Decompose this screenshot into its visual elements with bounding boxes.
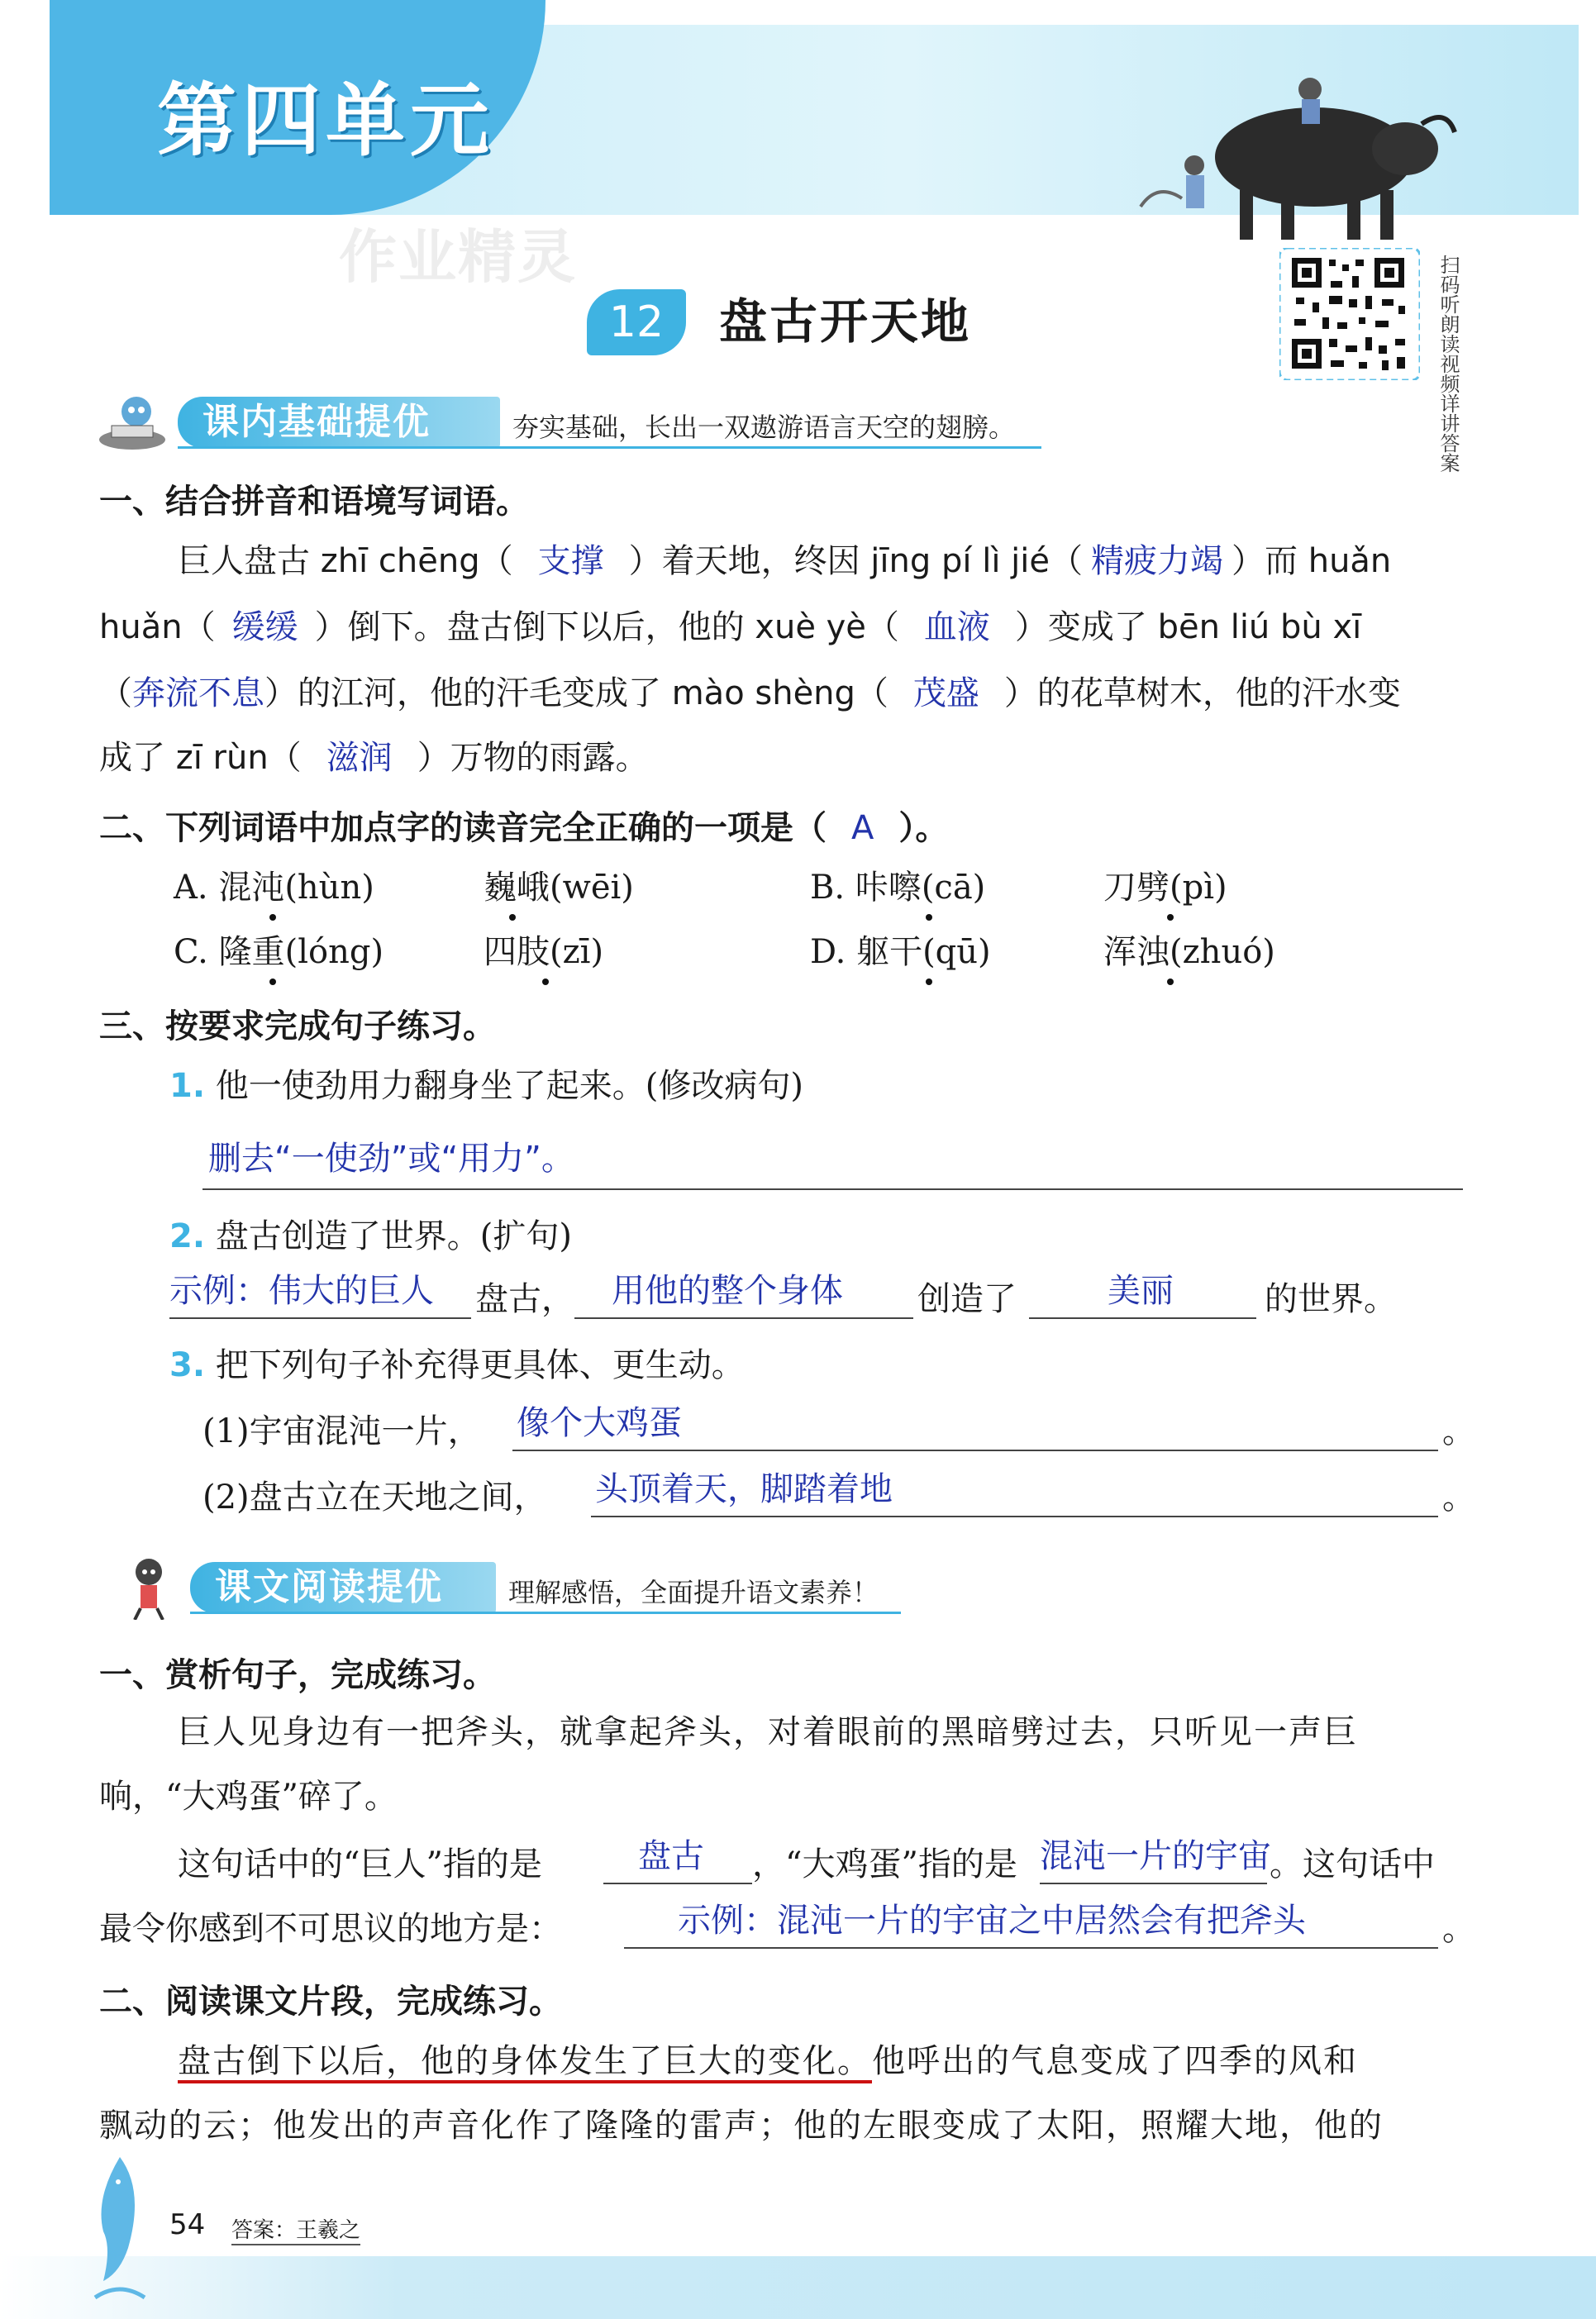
s1-q3-item3b: (2)盘古立在天地之间， xyxy=(202,1479,547,1517)
emphasis-dot xyxy=(542,979,549,985)
section2-subtitle: 理解感悟，全面提升语文素养！ xyxy=(508,1577,879,1608)
s2-q1-prompt-b: ，“大鸡蛋”指的是 xyxy=(752,1845,1017,1883)
s1-q1-line3 xyxy=(99,674,1401,713)
option-c2: 四肢(zī) xyxy=(484,933,604,971)
watermark: 作业精灵 xyxy=(339,223,577,291)
s1-q3-item3a: (1)宇宙混沌一片， xyxy=(202,1412,481,1450)
text: ）而 huǎn xyxy=(1232,542,1392,580)
text: ）倒下。盘古倒下以后，他的 xuè yè（ xyxy=(314,608,899,646)
text: ）着天地，终因 jīng pí lì jié（ xyxy=(628,542,1083,580)
footer-credit: 答案：王羲之 xyxy=(231,2213,360,2245)
item-number: 2. xyxy=(169,1217,206,1255)
qr-code[interactable] xyxy=(1279,248,1420,380)
s2-q1-prompt-c: 。这句话中 xyxy=(1270,1845,1435,1883)
s2-q1-answer3: 示例：混沌一片的宇宙之中居然会有把斧头 xyxy=(678,1902,1306,1940)
answer-line xyxy=(202,1187,1463,1190)
s1-q1-line2 xyxy=(99,607,1361,647)
section2-banner: 课文阅读提优 xyxy=(190,1562,496,1613)
s1-q1-line1 xyxy=(178,541,1391,581)
answer-line xyxy=(1029,1316,1256,1319)
emphasis-dot xyxy=(269,914,276,921)
footer-band xyxy=(0,2256,1596,2319)
option-b2: 刀劈(pì) xyxy=(1103,869,1227,907)
answer: 茂盛 xyxy=(912,674,979,712)
item-number: 3. xyxy=(169,1346,206,1384)
answer: 滋润 xyxy=(326,739,393,777)
text: ）万物的雨露。 xyxy=(417,739,649,777)
dolphin-icon xyxy=(87,2149,153,2306)
s1-q3-item1-answer: 删去“一使劲”或“用力”。 xyxy=(208,1140,574,1178)
answer-line xyxy=(591,1514,1438,1517)
text: ）的花草树木，他的汗水变 xyxy=(1003,674,1401,712)
answer: 支撑 xyxy=(537,542,604,580)
text: 把下列句子补充得更具体、更生动。 xyxy=(215,1346,745,1384)
qr-caption: 扫码听朗读视频详讲答案 xyxy=(1436,255,1460,473)
s1-q3-item3a-answer: 像个大鸡蛋 xyxy=(517,1404,682,1442)
emphasis-dot xyxy=(509,914,516,921)
s1-q3-heading: 三、按要求完成句子练习。 xyxy=(99,1007,496,1045)
s1-q3-item2-text3: 的世界。 xyxy=(1265,1280,1397,1318)
s1-q1-heading: 一、结合拼音和语境写词语。 xyxy=(99,483,529,521)
text: ）的江河，他的汗毛变成了 mào shèng（ xyxy=(264,674,889,712)
text: 盘古创造了世界。(扩句) xyxy=(215,1217,572,1255)
answer-line xyxy=(603,1881,752,1884)
section2-rule xyxy=(190,1612,901,1614)
answer: 精疲力竭 xyxy=(1091,542,1223,580)
lesson-number: 12 xyxy=(587,289,686,355)
s1-q2-heading xyxy=(99,802,948,849)
period: 。 xyxy=(1442,1910,1475,1948)
answer-line xyxy=(512,1448,1438,1451)
emphasis-dot xyxy=(926,914,932,921)
s2-q1-passage-line2: 响，“大鸡蛋”碎了。 xyxy=(99,1778,398,1816)
emphasis-dot xyxy=(1167,979,1174,985)
section1-banner: 课内基础提优 xyxy=(178,397,500,448)
option-d2: 浑浊(zhuó) xyxy=(1103,933,1275,971)
answer: A xyxy=(851,809,874,847)
s1-q3-item2-text1: 盘古， xyxy=(475,1280,574,1318)
text: 二、下列词语中加点字的读音完全正确的一项是（ xyxy=(99,809,827,847)
text: 他一使劲用力翻身坐了起来。(修改病句) xyxy=(215,1067,803,1105)
s2-q1-passage-line1: 巨人见身边有一把斧头，就拿起斧头，对着眼前的黑暗劈过去，只听见一声巨 xyxy=(178,1713,1358,1751)
answer: 奔流不息 xyxy=(132,674,264,712)
item-number: 1. xyxy=(169,1067,206,1105)
s2-q1-answer2: 混沌一片的宇宙 xyxy=(1040,1837,1271,1875)
unit-title: 第四单元 xyxy=(157,74,494,167)
lesson-title: 盘古开天地 xyxy=(719,293,972,350)
text: 成了 zī rùn（ xyxy=(99,739,302,777)
page-number: 54 xyxy=(169,2208,206,2241)
s1-q3-item2 xyxy=(169,1217,572,1256)
period: 。 xyxy=(1442,1412,1475,1450)
s2-q1-prompt-a: 这句话中的“巨人”指的是 xyxy=(178,1845,542,1883)
text: （ xyxy=(99,674,132,712)
period: 。 xyxy=(1442,1479,1475,1517)
s1-q3-item2-text2: 创造了 xyxy=(917,1280,1017,1318)
option-c1: C. 隆重(lóng) xyxy=(174,933,384,971)
emphasis-dot xyxy=(926,979,932,985)
s1-q3-item1 xyxy=(169,1066,803,1106)
option-d1: D. 躯干(qū) xyxy=(810,933,991,971)
text: ）。 xyxy=(898,809,949,847)
emphasis-dot xyxy=(1167,914,1174,921)
mascot-thinking-icon xyxy=(112,1554,186,1620)
emphasis-dot xyxy=(269,979,276,985)
answer-line xyxy=(1040,1881,1267,1884)
s1-q3-item2-answer-b: 用他的整个身体 xyxy=(612,1272,843,1310)
s2-q1-prompt-d: 最令你感到不可思议的地方是： xyxy=(99,1910,562,1948)
s2-q2-passage-line2: 飘动的云；他发出的声音化作了隆隆的雷声；他的左眼变成了太阳，照耀大地，他的 xyxy=(99,2107,1384,2145)
section1-rule xyxy=(178,446,1041,449)
answer-line xyxy=(574,1316,913,1319)
underlined-sentence: 盘古倒下以后，他的身体发生了巨大的变化。 xyxy=(178,2042,872,2083)
text: ）变成了 bēn liú bù xī xyxy=(1014,608,1362,646)
s1-q3-item3 xyxy=(169,1345,745,1385)
option-b1: B. 咔嚓(cā) xyxy=(810,869,986,907)
s2-q2-passage-line1 xyxy=(178,2041,1358,2081)
s2-q1-heading: 一、赏析句子，完成练习。 xyxy=(99,1656,496,1694)
section1-subtitle: 夯实基础，长出一双遨游语言天空的翅膀。 xyxy=(512,412,1016,443)
s2-q1-answer1: 盘古 xyxy=(638,1837,704,1875)
text: huǎn（ xyxy=(99,608,216,646)
s1-q3-item3b-answer: 头顶着天，脚踏着地 xyxy=(595,1470,893,1508)
s1-q3-item2-answer-c: 美丽 xyxy=(1108,1272,1174,1310)
text: 巨人盘古 zhī chēng（ xyxy=(178,542,513,580)
s1-q3-item2-answer-a: 示例：伟大的巨人 xyxy=(169,1272,434,1310)
text: 他呼出的气息变成了四季的风和 xyxy=(872,2042,1358,2080)
s2-q2-heading: 二、阅读课文片段，完成练习。 xyxy=(99,1983,562,2021)
option-a2: 巍峨(wēi) xyxy=(484,869,634,907)
option-a1: A. 混沌(hùn) xyxy=(174,869,374,907)
answer: 血液 xyxy=(923,608,990,646)
answer-line xyxy=(169,1316,471,1319)
s1-q1-line4 xyxy=(99,738,649,778)
mascot-reading-icon xyxy=(95,388,169,455)
buffalo-illustration xyxy=(1116,41,1463,248)
answer: 缓缓 xyxy=(231,608,298,646)
answer-line xyxy=(624,1945,1438,1949)
